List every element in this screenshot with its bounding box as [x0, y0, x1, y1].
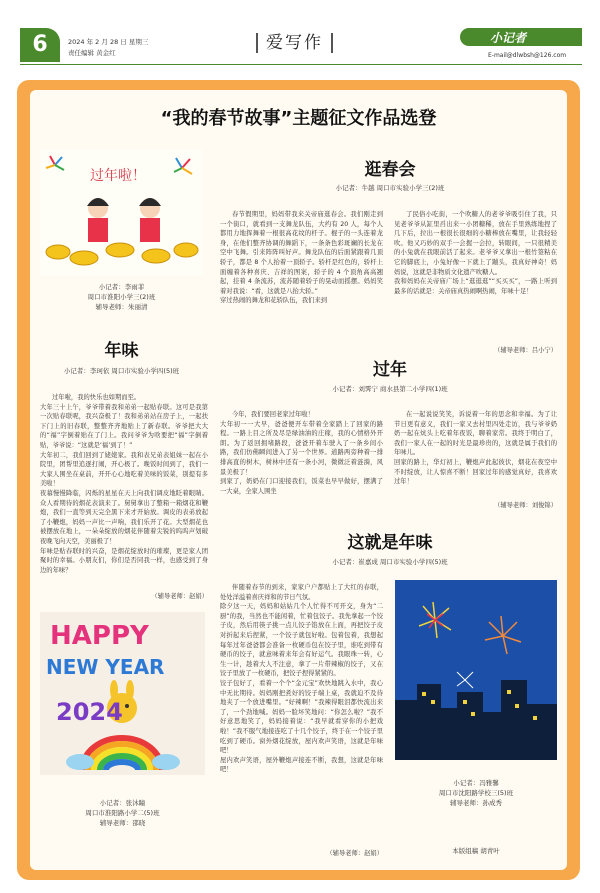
- article-byline: 小记者：李珂依 周口市实验小学四(5)班: [63, 367, 180, 375]
- article-teacher: （辅导老师：赵娟）: [326, 850, 383, 857]
- drawing-illustration: [395, 580, 557, 760]
- article-byline: 小记者：崔嘉成 周口市实验小学四(5)班: [332, 558, 448, 566]
- drawing-illustration: [40, 612, 205, 775]
- page-number-badge: 6: [20, 28, 60, 62]
- article-body: 伴随着春节的到来，家家户户都贴上了大红的春联，处处洋溢着喜庆祥和的节日气氛。 除夕这一天，妈妈和姑姑几个人忙得不可开交，身为“二厨”的我，当然也不能闲着，忙着包饺子。我先拿起一个饺子皮，然后用筷子挑一点儿饺子馅放在上面，再把饺子皮对折起来后捏紧，一个饺子就包好啦。包着包着，我想起每年过年爸爸都会准备一枚硬币包在饺子里，谁吃到带有硬币的饺子，就意味着来年会有好运气。我眼珠一转，心生一计，趁着大人不注意，拿了一片带辣椒的饺子，又在饺子里放了一枚硬币，把饺子捏得紧紧的。 饺子包好了，看着一个个“金元宝”欢快地跳入水中，我心中无比期待。妈妈刚把煮好的饺子端上桌，我就迫不及待地夹了一个放进嘴里。“好辣啊！”我辣得眼泪都快流出来了，一个劲地喊。妈妈一脸坏笑地问：“你怎么啦？”我不好意思地笑了，妈妈接着说：“我早就看穿你的小把戏啦！”我不服气地接连吃了十几个饺子，终于在一个饺子里吃到了硬币。窗外烟花绽放，屋内欢声笑语，这就是年味吧！ 屋内欢声笑语，屋外鞭炮声接连不断，我想，这就是年味吧！: [220, 584, 383, 774]
- drawing-happy-new-year: [40, 150, 203, 276]
- caption-name: 小记者：张沐瞳: [99, 799, 146, 807]
- caption-teacher: 辅导老师：孙成秀: [450, 799, 502, 807]
- section-title: 爱写作: [256, 33, 333, 53]
- brand-name: 小记者: [490, 31, 527, 45]
- drawing1-caption: [40, 282, 203, 312]
- drawing-text: HAPPY: [50, 621, 149, 651]
- drawing-happy-new-year-2024: [40, 612, 205, 775]
- header-rule: [20, 64, 582, 65]
- page-compiler-note: 本版组稿 胡青叶: [452, 847, 500, 855]
- article-teacher: （辅导老师：吕小宁）: [494, 347, 557, 354]
- article-title: 逛春会: [364, 160, 416, 180]
- article-body: 今年，我们要回老家过年啦！ 大年初一一大早，爸爸便开车带着全家踏上了回家的路程。一路上目之所及尽是绿油油的庄稼，我的心情格外开朗。为了返回拥堵路段，爸爸开着车驶入了一条乡间小路，我们仿佛瞬间进入了另一个世界。道路两旁种着一排排高直的树木，树林中还有一条小河，微微泛着涟漪，风景美极了！ 到家了，奶奶在门口迎接我们，饭菜也早早做好，摆满了一大桌，全家人围坐: [220, 411, 383, 495]
- contact-email: E-mail@dlwbsh@126.com: [488, 52, 567, 59]
- page-header: [0, 0, 600, 60]
- article-body: 在一起说说笑笑，诉说着一年的思念和幸福。为了让节日更有意义，我们一家又去村里四处走访，我与爷爷奶奶一起在炕头上吃着年夜饭，聊着家常。我终于明白了，我们一家人在一起的时光是最珍贵的，这就是属于我们的年味儿。 回家的路上，华灯初上，鞭炮声此起彼伏，烟花在夜空中不时绽放，让人惊喜不断！回家过年的感觉真好，我喜欢过年！: [394, 411, 557, 486]
- drawing3-caption: [395, 778, 557, 808]
- issue-date: 2024 年 2 月 28 日 星期三: [68, 38, 149, 46]
- article-body: 了民俗小吃街，一个吹糖人的老爷爷吸引住了我，只见老爷爷从缸里舀出来一小团糖稀，放在手里熟练地捏了几下后，拉出一根很长很细的小糖棒放在嘴里，让我轻轻吹。他又巧妙的双手一会握一会拉，转眼间，一只很精美的小兔就在我眼前活了起来。老爷爷又拿出一根竹签粘在它的脚底上，小兔好像一下就上了蹦头，我真好神奇！妈妈说，这就是非物质文化遗产吹糖人。 我和妈妈在关帝庙广场上“逛逛逛”“买买买”，一路上听到最多的话就是：关帝庙真热闹啊热闹，年味十足！: [394, 211, 557, 295]
- caption-school: 周口市淮阳路小学二(5)班: [85, 809, 160, 817]
- article-body: 春节假期里，妈妈带我来关帝庙逛春会。我们刚走到一个街口，就看到一支舞龙队伍，大约有 20 人，每个人都用力地挥舞着一根很高花纹的杆子。棍子的一头连着龙身，在他们整齐协调的舞蹈下，一条条色彩斑斓的长龙在空中飞舞。引来阵阵叫好声。舞龙队伍的后面紧跟着几顶轿子，都是 8 个人抬着一顶轿子。轿杆是红色的，轿杆上面缠着各种喜庆、吉祥的图案，轿子的 4 个顶角高高翘起，挂着 4 条流苏，流苏随着轿子的晃动而摇摆。妈妈笑着对我说：“看，这就是八抬大轿。” 穿过热闹的舞龙和花轿队伍，我们来到: [220, 211, 383, 305]
- caption-teacher: 辅导老师：朱丽清: [95, 303, 148, 311]
- caption-school: 周口市沈阳路学校三(5)班: [438, 789, 514, 797]
- drawing-text: 过年啦！: [90, 168, 146, 184]
- drawing-text: NEW YEAR: [46, 655, 165, 679]
- editor-credit: 责任编辑 黄金红: [68, 49, 116, 57]
- caption-teacher: 辅导老师：邵晓: [99, 819, 146, 827]
- drawing-year: 2024: [56, 698, 123, 726]
- article-title: 年味: [104, 341, 139, 361]
- brand-banner: [460, 28, 582, 46]
- article-body: 过年啦，我的快乐也如期而至。 大年三十上午，爷爷带着我和弟弟一起贴春联。这可是我第一次贴春联呢，我兴奋极了！我和弟弟站在房子上，一起扶下门上的旧春联，整整齐齐地贴上了新春联。爷爷把大大的“福”字倒着贴在了门上。我问爷爷为啥要把“福”字倒着贴，爷爷说：“这就是‘福’到了！” 大年初二，我们回到了姥姥家。我和表兄弟表姐妹一起在小院里，团帮里追逐打闹，开心极了。晚饭时间到了，我们一大家人围坐在桌前，开开心心地吃着美味的饭菜，别提有多美啦！ 夜幕慢慢降临，闪烁的星星在天上向我们调皮地眨着眼睛。众人看期待的烟花表演来了。舅舅拿出了整箱一箱烟花和鞭炮，我们一直等到天完全黑下来才开始放。调皮的表弟放起了小鞭炮，妈妈一声比一声响，我们乐开了花。大型烟花也被摆放在地上，一朵朵绽放的烟花伴随着尖锐的呜呜声划破夜晚飞向天空，美丽极了！ 年味是贴春联时的兴奋，是烟花绽放时的璀璨，更是家人团聚时的幸福。小朋友们，你们是否同我一样，也感受到了身边的年味？: [40, 394, 208, 574]
- drawing-fireworks-city: [395, 580, 557, 760]
- drawing2-caption: [40, 798, 205, 828]
- article-title: 这就是年味: [347, 533, 433, 553]
- article-title: 过年: [373, 360, 407, 380]
- article-teacher: （辅导老师：刘俊锦）: [494, 502, 557, 509]
- drawing-illustration: [40, 150, 203, 276]
- article-byline: 小记者：刘霁宁 商水县第二小学四(1)班: [332, 385, 448, 393]
- article-teacher: （辅导老师：赵娟）: [151, 593, 208, 600]
- caption-name: 小记者：冯雅馨: [453, 779, 499, 787]
- article-byline: 小记者：牛越 周口市实验小学三(2)班: [335, 184, 445, 192]
- caption-name: 小记者：李雨菲: [98, 283, 145, 291]
- feature-title: “我的春节故事”主题征文作品选登: [160, 108, 437, 129]
- caption-school: 周口市淮阳小学三(2)班: [87, 293, 156, 301]
